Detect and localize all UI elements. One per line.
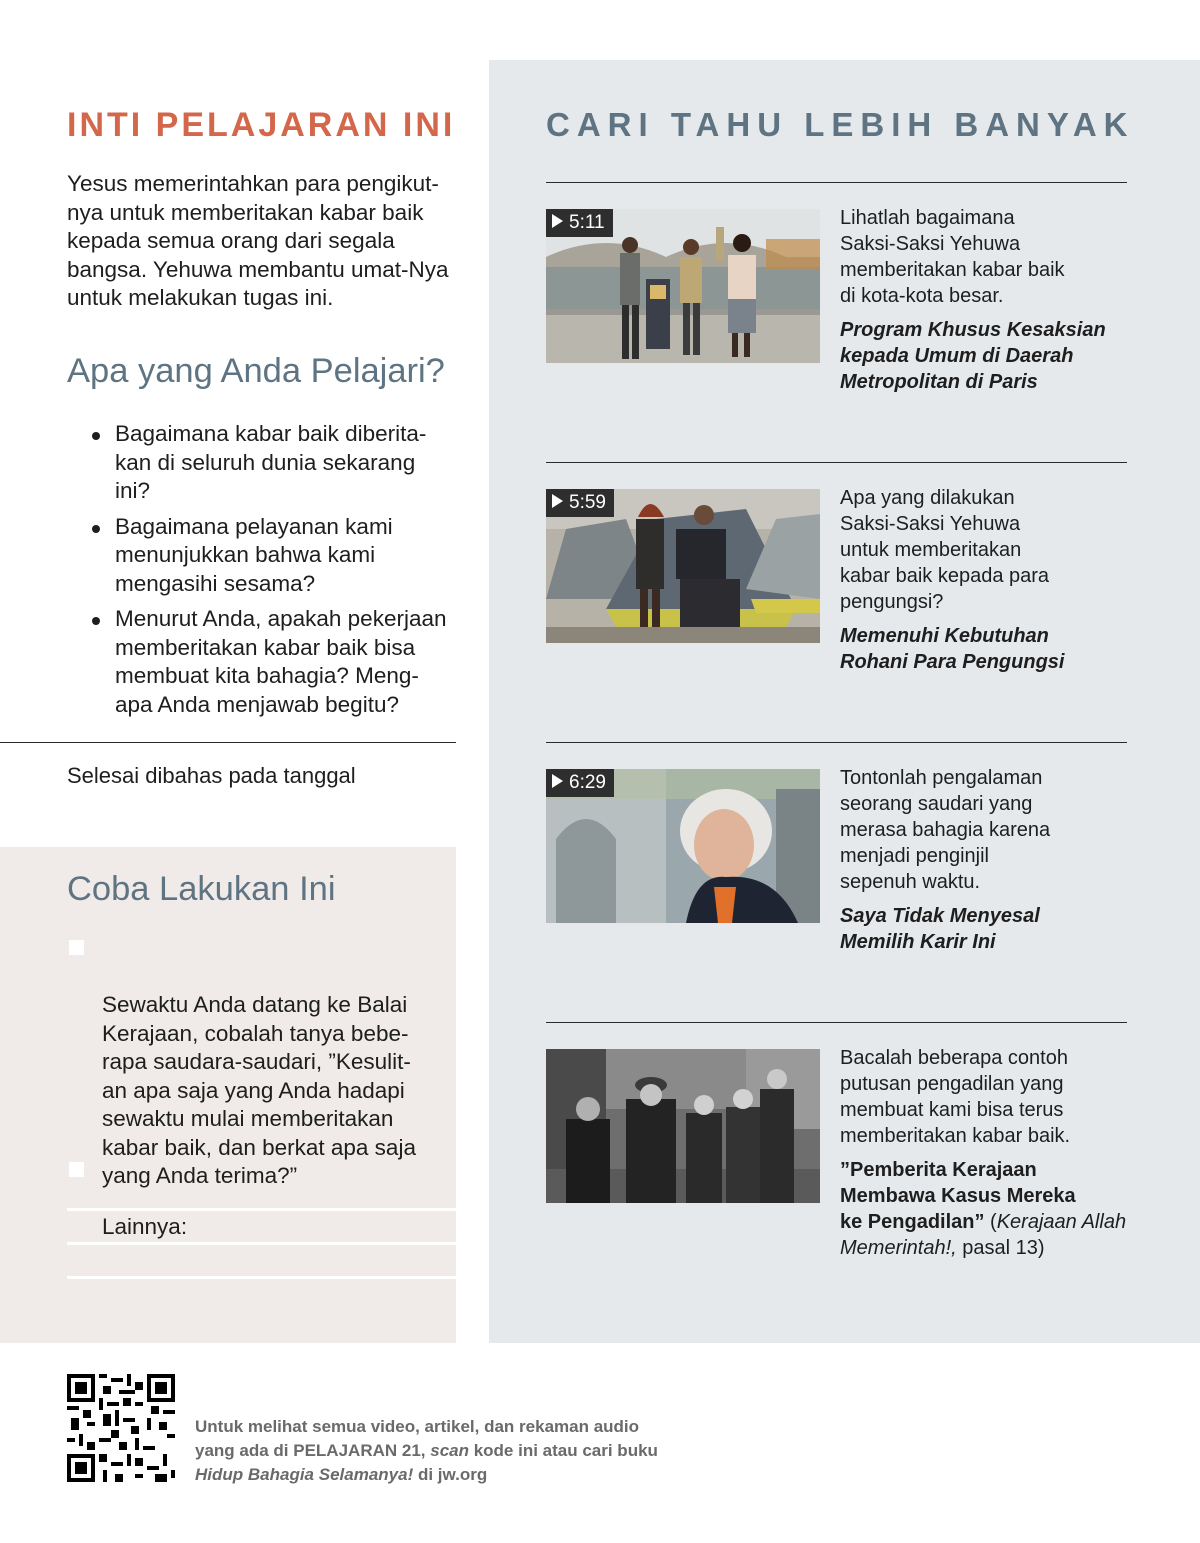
list-item: Bagaimana kabar baik diberita- kan di seluruh dunia sekarang ini? xyxy=(90,420,462,506)
video-duration-badge: 5:11 xyxy=(546,209,613,237)
completed-date-label: Selesai dibahas pada tanggal xyxy=(67,763,356,788)
find-out-heading: CARI TAHU LEBIH BANYAK xyxy=(546,106,1135,143)
summary-text: Yesus memerintahkan para pengikut- nya untuk memberitakan kabar baik kepada semua orang dari segala bangsa. Yehuwa membantu umat-Nya untuk melakukan tugas ini. xyxy=(67,171,449,310)
play-icon xyxy=(552,494,563,508)
play-icon xyxy=(552,774,563,788)
video-duration-badge: 5:59 xyxy=(546,489,614,517)
video-title-link[interactable]: Saya Tidak Menyesal Memilih Karir Ini xyxy=(840,905,1040,953)
bullet-icon xyxy=(92,525,100,533)
video-description: Apa yang dilakukan Saksi-Saksi Yehuwa untuk memberitakan kabar baik kepada para pengungsi? xyxy=(840,487,1050,613)
article-title-link[interactable]: ”Pemberita Kerajaan Membawa Kasus Mereka ke Pengadilan” (Kerajaan Allah Memerintah!, pasal 13) xyxy=(840,1159,1127,1259)
video-title-link[interactable]: Memenuhi Kebutuhan Rohani Para Pengungsi xyxy=(840,625,1065,673)
play-icon xyxy=(552,214,563,228)
video-thumbnail-paris[interactable] xyxy=(546,209,820,363)
article-description: Bacalah beberapa contoh putusan pengadilan yang membuat kami bisa terus memberitakan kabar baik. xyxy=(840,1047,1071,1147)
bullet-icon xyxy=(92,432,100,440)
divider xyxy=(0,742,456,743)
video-description: Tontonlah pengalaman seorang saudari yang merasa bahagia karena menjadi penginjil sepenuh waktu. xyxy=(840,767,1051,893)
writing-line[interactable] xyxy=(67,1208,456,1211)
video-thumbnail-refugees[interactable] xyxy=(546,489,820,643)
video-thumbnail-pioneer[interactable] xyxy=(546,769,820,923)
video-title-link[interactable]: Program Khusus Kesaksian kepada Umum di Daerah Metropolitan di Paris xyxy=(840,319,1106,393)
divider xyxy=(546,1022,1127,1023)
article-thumbnail[interactable] xyxy=(546,1049,820,1203)
try-heading: Coba Lakukan Ini xyxy=(67,870,336,908)
bullet-icon xyxy=(92,617,100,625)
checkbox-icon[interactable] xyxy=(69,940,84,955)
question-list xyxy=(90,420,462,726)
summary-heading: INTI PELAJARAN INI xyxy=(67,106,456,144)
divider xyxy=(546,182,1127,183)
divider xyxy=(546,462,1127,463)
list-item: Menurut Anda, apakah pekerjaan memberitakan kabar baik bisa membuat kita bahagia? Meng- apa Anda menjawab begitu? xyxy=(90,605,462,719)
video-duration-badge: 6:29 xyxy=(546,769,614,797)
divider xyxy=(546,742,1127,743)
list-item: Bagaimana pelayanan kami menunjukkan bahwa kami mengasihi sesama? xyxy=(90,513,462,599)
video-description: Lihatlah bagaimana Saksi-Saksi Yehuwa memberitakan kabar baik di kota-kota besar. xyxy=(840,207,1065,307)
writing-line[interactable] xyxy=(67,1242,456,1245)
learn-heading: Apa yang Anda Pelajari? xyxy=(67,352,445,390)
courthouse-group-photo xyxy=(546,1049,820,1203)
writing-line[interactable] xyxy=(67,1276,456,1279)
try-checklist-item[interactable]: Sewaktu Anda datang ke Balai Kerajaan, cobalah tanya bebe- rapa saudara-saudari, ”Kesulit- an apa saja yang Anda hadapi sewaktu mulai memberitakan kabar baik, dan berkat apa saja yang Anda terima?” xyxy=(67,934,437,1219)
qr-code-icon[interactable] xyxy=(67,1374,175,1482)
try-checklist-item-other[interactable]: Lainnya: xyxy=(67,1156,437,1270)
checkbox-icon[interactable] xyxy=(69,1162,84,1177)
footer-note: Untuk melihat semua video, artikel, dan rekaman audio yang ada di PELAJARAN 21, scan kode ini atau cari buku Hidup Bahagia Selamanya! di jw.org xyxy=(195,1417,658,1484)
